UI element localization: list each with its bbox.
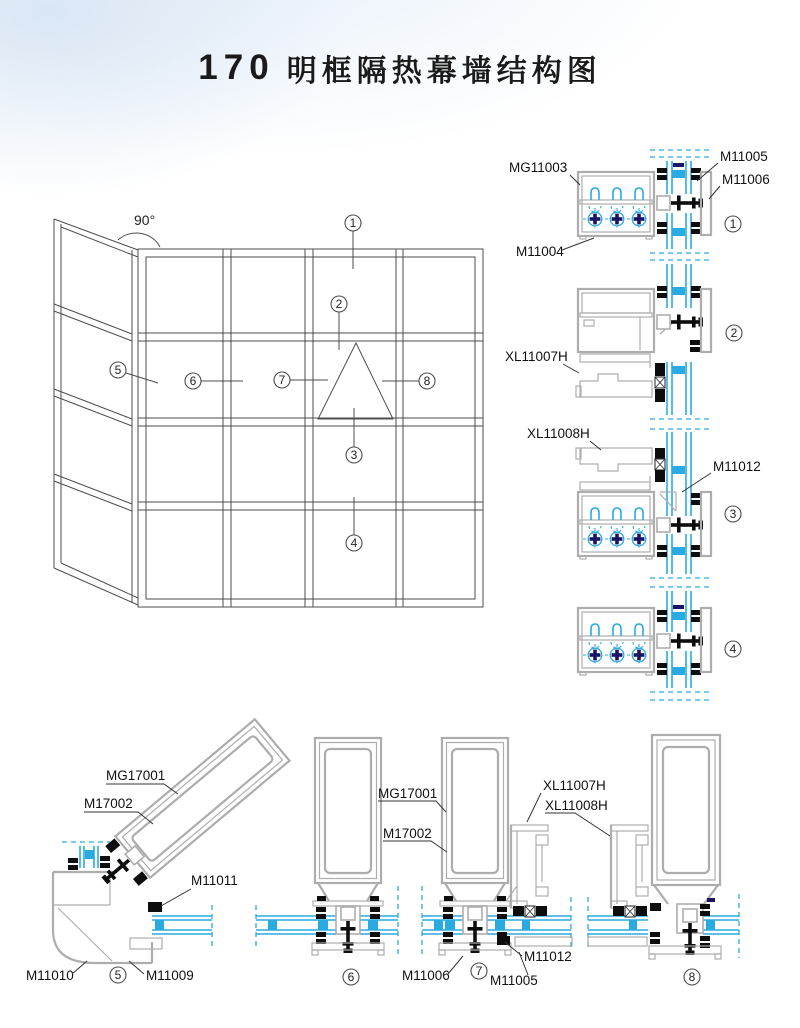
detail-2-number: 2 — [730, 326, 738, 340]
detail-3-number: 3 — [729, 507, 737, 521]
mullion-tube — [652, 735, 720, 885]
callout-4: 4 — [350, 536, 358, 550]
detail-8-number: 8 — [688, 970, 696, 984]
label-m11009: M11009 — [146, 968, 194, 983]
opening-window-symbol — [318, 343, 393, 419]
label-m11004: M11004 — [516, 244, 564, 259]
label-m11006: M11006 — [722, 172, 770, 187]
mullion-tube — [442, 738, 508, 883]
bolt-connector — [657, 518, 703, 533]
label-m11011: M11011 — [191, 873, 238, 888]
title-code: 170 — [198, 48, 275, 87]
elevation-front-grid — [138, 249, 483, 607]
mullion-tube — [315, 738, 381, 883]
detail-5-number: 5 — [114, 968, 122, 982]
elevation-drawing — [54, 212, 483, 607]
elevation-callouts — [110, 215, 435, 551]
detail-6-number: 6 — [347, 970, 355, 984]
section-detail-6 — [312, 738, 384, 985]
callout-7: 7 — [278, 373, 286, 387]
sash-profile-xl11008h — [576, 448, 665, 490]
callout-3: 3 — [350, 448, 358, 462]
label-m11005-bottom: M11005 — [490, 973, 538, 988]
title-name: 明框隔热幕墙结构图 — [286, 55, 602, 88]
mullion-glazing-base — [312, 883, 384, 955]
mullion-box — [578, 172, 654, 239]
label-mg11003: MG11003 — [509, 160, 568, 175]
sash-xl11008h-section — [611, 825, 648, 908]
label-xl11007h: XL11007H — [505, 349, 568, 364]
section-detail-4 — [578, 591, 741, 700]
label-m11012: M11012 — [713, 459, 761, 474]
label-m11012-bottom: M11012 — [524, 949, 572, 964]
angle-label: 90° — [134, 212, 156, 228]
callout-5: 5 — [114, 363, 122, 377]
label-xl11007h-bottom: XL11007H — [543, 778, 606, 793]
bolt-connector — [657, 634, 703, 649]
elevation-side-wall — [54, 219, 138, 605]
callout-8: 8 — [423, 374, 431, 388]
bolt-connector — [657, 196, 703, 211]
angle-annotation — [118, 212, 160, 247]
corner-profile-m11010 — [53, 872, 162, 963]
sash-xl11007h-section — [511, 825, 548, 908]
label-xl11008h: XL11008H — [527, 426, 590, 441]
label-m17002-corner: M17002 — [84, 796, 133, 811]
adapter-bracket-m11012 — [660, 492, 676, 511]
section-detail-1 — [509, 149, 770, 260]
section-detail-8 — [649, 735, 721, 985]
label-m11006-bottom: M11006 — [402, 968, 450, 983]
detail-1-number: 1 — [729, 217, 737, 231]
label-xl11008h-bottom: XL11008H — [545, 798, 608, 813]
gasket-m11011 — [148, 902, 162, 912]
label-mg17001-corner: MG17001 — [106, 768, 166, 783]
detail-4-number: 4 — [729, 642, 737, 656]
callout-6: 6 — [189, 374, 197, 388]
section-detail-2 — [505, 264, 742, 429]
section-detail-7 — [378, 738, 572, 988]
section-detail-3 — [527, 426, 761, 587]
label-m17002-mullion: M17002 — [383, 826, 432, 841]
section-detail-5 — [26, 719, 289, 983]
label-m11010: M11010 — [26, 968, 74, 983]
mullion-box — [578, 608, 654, 675]
bolt-connector — [657, 315, 703, 330]
callout-1: 1 — [349, 216, 357, 230]
mullion-box — [578, 492, 654, 559]
label-mg17001-mullion: MG17001 — [378, 786, 438, 801]
detail-7-number: 7 — [475, 964, 483, 978]
label-m11005: M11005 — [720, 149, 768, 164]
callout-2: 2 — [335, 297, 343, 311]
sash-profile-xl11007h — [576, 354, 665, 402]
